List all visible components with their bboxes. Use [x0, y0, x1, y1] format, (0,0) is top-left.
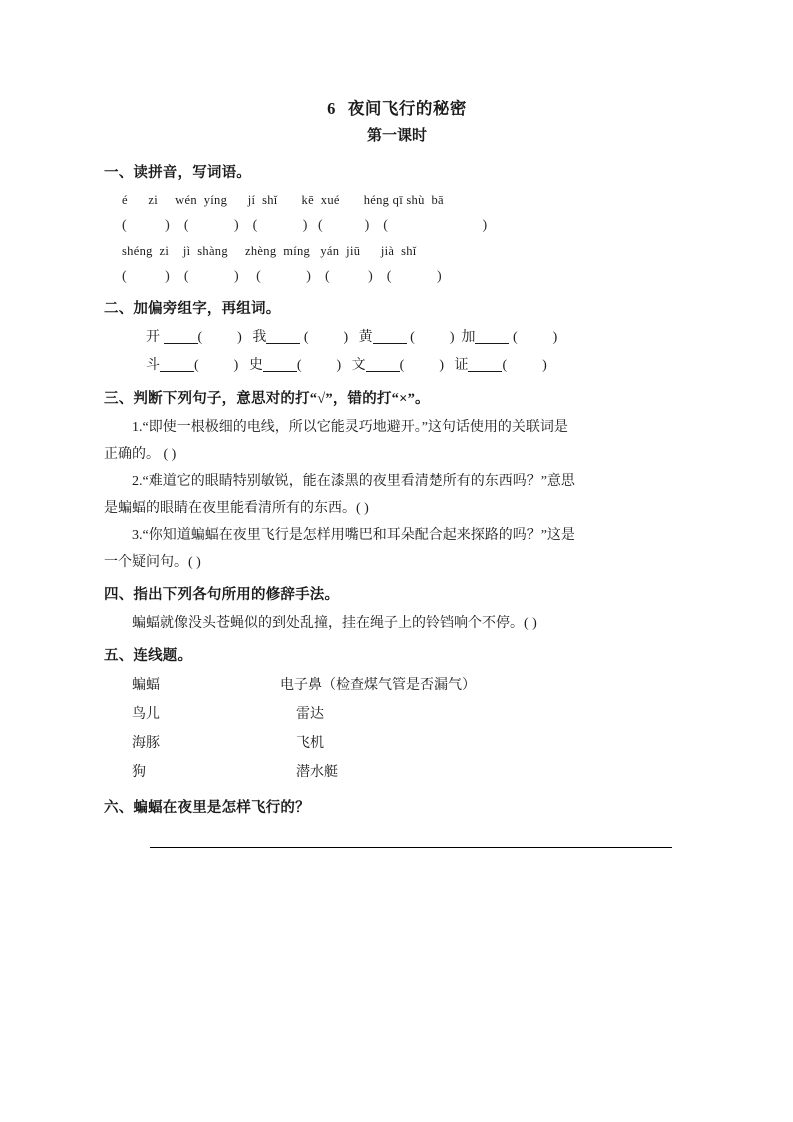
radical-char: 我 [252, 330, 267, 345]
radical-char: 文 [351, 358, 366, 373]
match-row[interactable] [132, 729, 690, 758]
radical-blank[interactable] [468, 357, 502, 372]
answer-parens-row-1[interactable]: ( ) ( ) ( ) ( ) ( ) [122, 218, 488, 233]
match-row[interactable] [132, 671, 690, 700]
match-right-item[interactable]: 潜水艇 [296, 765, 338, 780]
radical-char: 斗 [146, 358, 160, 373]
radical-char: 开 [146, 330, 160, 345]
judgement-item-3-line-1: 3.“你知道蝙蝠在夜里飞行是怎样用嘴巴和耳朵配合起来探路的吗？”这是 [132, 528, 575, 543]
judgement-item-2-line-1: 2.“难道它的眼睛特别敏锐，能在漆黑的夜里看清楚所有的东西吗？”意思 [132, 474, 575, 489]
section-6-heading: 六、蝙蝠在夜里是怎样飞行的？ [104, 800, 310, 816]
radical-blank[interactable] [266, 329, 300, 344]
page-subtitle: 第一课时 [366, 128, 427, 144]
radical-paren[interactable]: ( ) [194, 358, 239, 373]
radical-paren[interactable]: ( ) [399, 358, 444, 373]
radical-blank[interactable] [263, 357, 297, 372]
match-left-item[interactable]: 海豚 [132, 736, 160, 751]
pinyin-row-2: shéng zi jì shàng zhèng míng yán jiū jià shǐ [122, 244, 417, 258]
judgement-item-1-line-2[interactable]: 正确的。 ( ) [104, 447, 177, 462]
match-left-item[interactable]: 蝙蝠 [132, 678, 160, 693]
judgement-item-2-line-2[interactable]: 是蝙蝠的眼睛在夜里能看清所有的东西。( ) [104, 501, 369, 516]
radical-paren[interactable]: ( ) [197, 330, 242, 345]
radical-blank[interactable] [373, 329, 407, 344]
radical-char: 证 [454, 358, 469, 373]
section-5-heading: 五、连线题。 [104, 648, 193, 664]
worksheet-content [104, 96, 690, 848]
radical-char: 加 [461, 330, 476, 345]
section-2-heading: 二、加偏旁组字，再组词。 [104, 301, 281, 317]
radical-paren[interactable]: ( ) [512, 330, 558, 345]
pinyin-row-1: é zi wén yíng jí shǐ kē xué héng qī shù bā [122, 193, 444, 207]
judgement-item-3-line-2[interactable]: 一个疑问句。( ) [104, 555, 201, 570]
radical-blank[interactable] [160, 357, 194, 372]
match-left-item[interactable]: 鸟儿 [132, 707, 160, 722]
page-title [104, 96, 690, 122]
radical-row-1 [146, 324, 690, 352]
radical-row-2 [146, 352, 690, 380]
match-right-item[interactable]: 电子鼻（检查煤气管是否漏气） [280, 678, 476, 693]
radical-paren[interactable]: ( ) [303, 330, 349, 345]
section-4-heading: 四、指出下列各句所用的修辞手法。 [104, 587, 340, 603]
answer-parens-row-2[interactable]: ( ) ( ) ( ) ( ) ( ) [122, 269, 442, 284]
section-5-body [132, 671, 690, 787]
section-1-heading: 一、读拼音，写词语。 [104, 165, 251, 181]
match-left-item[interactable]: 狗 [132, 765, 146, 780]
lesson-title: 夜间飞行的秘密 [347, 99, 467, 118]
match-row[interactable] [132, 758, 690, 787]
radical-char: 史 [248, 358, 263, 373]
match-right-item[interactable]: 雷达 [296, 707, 324, 722]
lesson-number: 6 [327, 99, 336, 118]
radical-char: 黄 [358, 330, 373, 345]
radical-paren[interactable]: ( ) [502, 358, 547, 373]
match-row[interactable] [132, 700, 690, 729]
section-3-heading: 三、判断下列句子，意思对的打“√”，错的打“×”。 [104, 391, 430, 407]
match-right-item[interactable]: 飞机 [296, 736, 324, 751]
radical-blank[interactable] [164, 329, 198, 344]
radical-paren[interactable]: ( ) [410, 330, 455, 345]
rhetoric-sentence[interactable]: 蝙蝠就像没头苍蝇似的到处乱撞，挂在绳子上的铃铛响个不停。( ) [132, 616, 537, 631]
radical-paren[interactable]: ( ) [296, 358, 342, 373]
section-2-body [146, 324, 690, 380]
judgement-item-1-line-1: 1.“即使一根极细的电线，所以它能灵巧地避开。”这句话使用的关联词是 [132, 420, 568, 435]
section-1-body [122, 188, 690, 290]
radical-blank[interactable] [475, 329, 509, 344]
radical-blank[interactable] [366, 357, 400, 372]
answer-write-line[interactable] [150, 847, 672, 848]
